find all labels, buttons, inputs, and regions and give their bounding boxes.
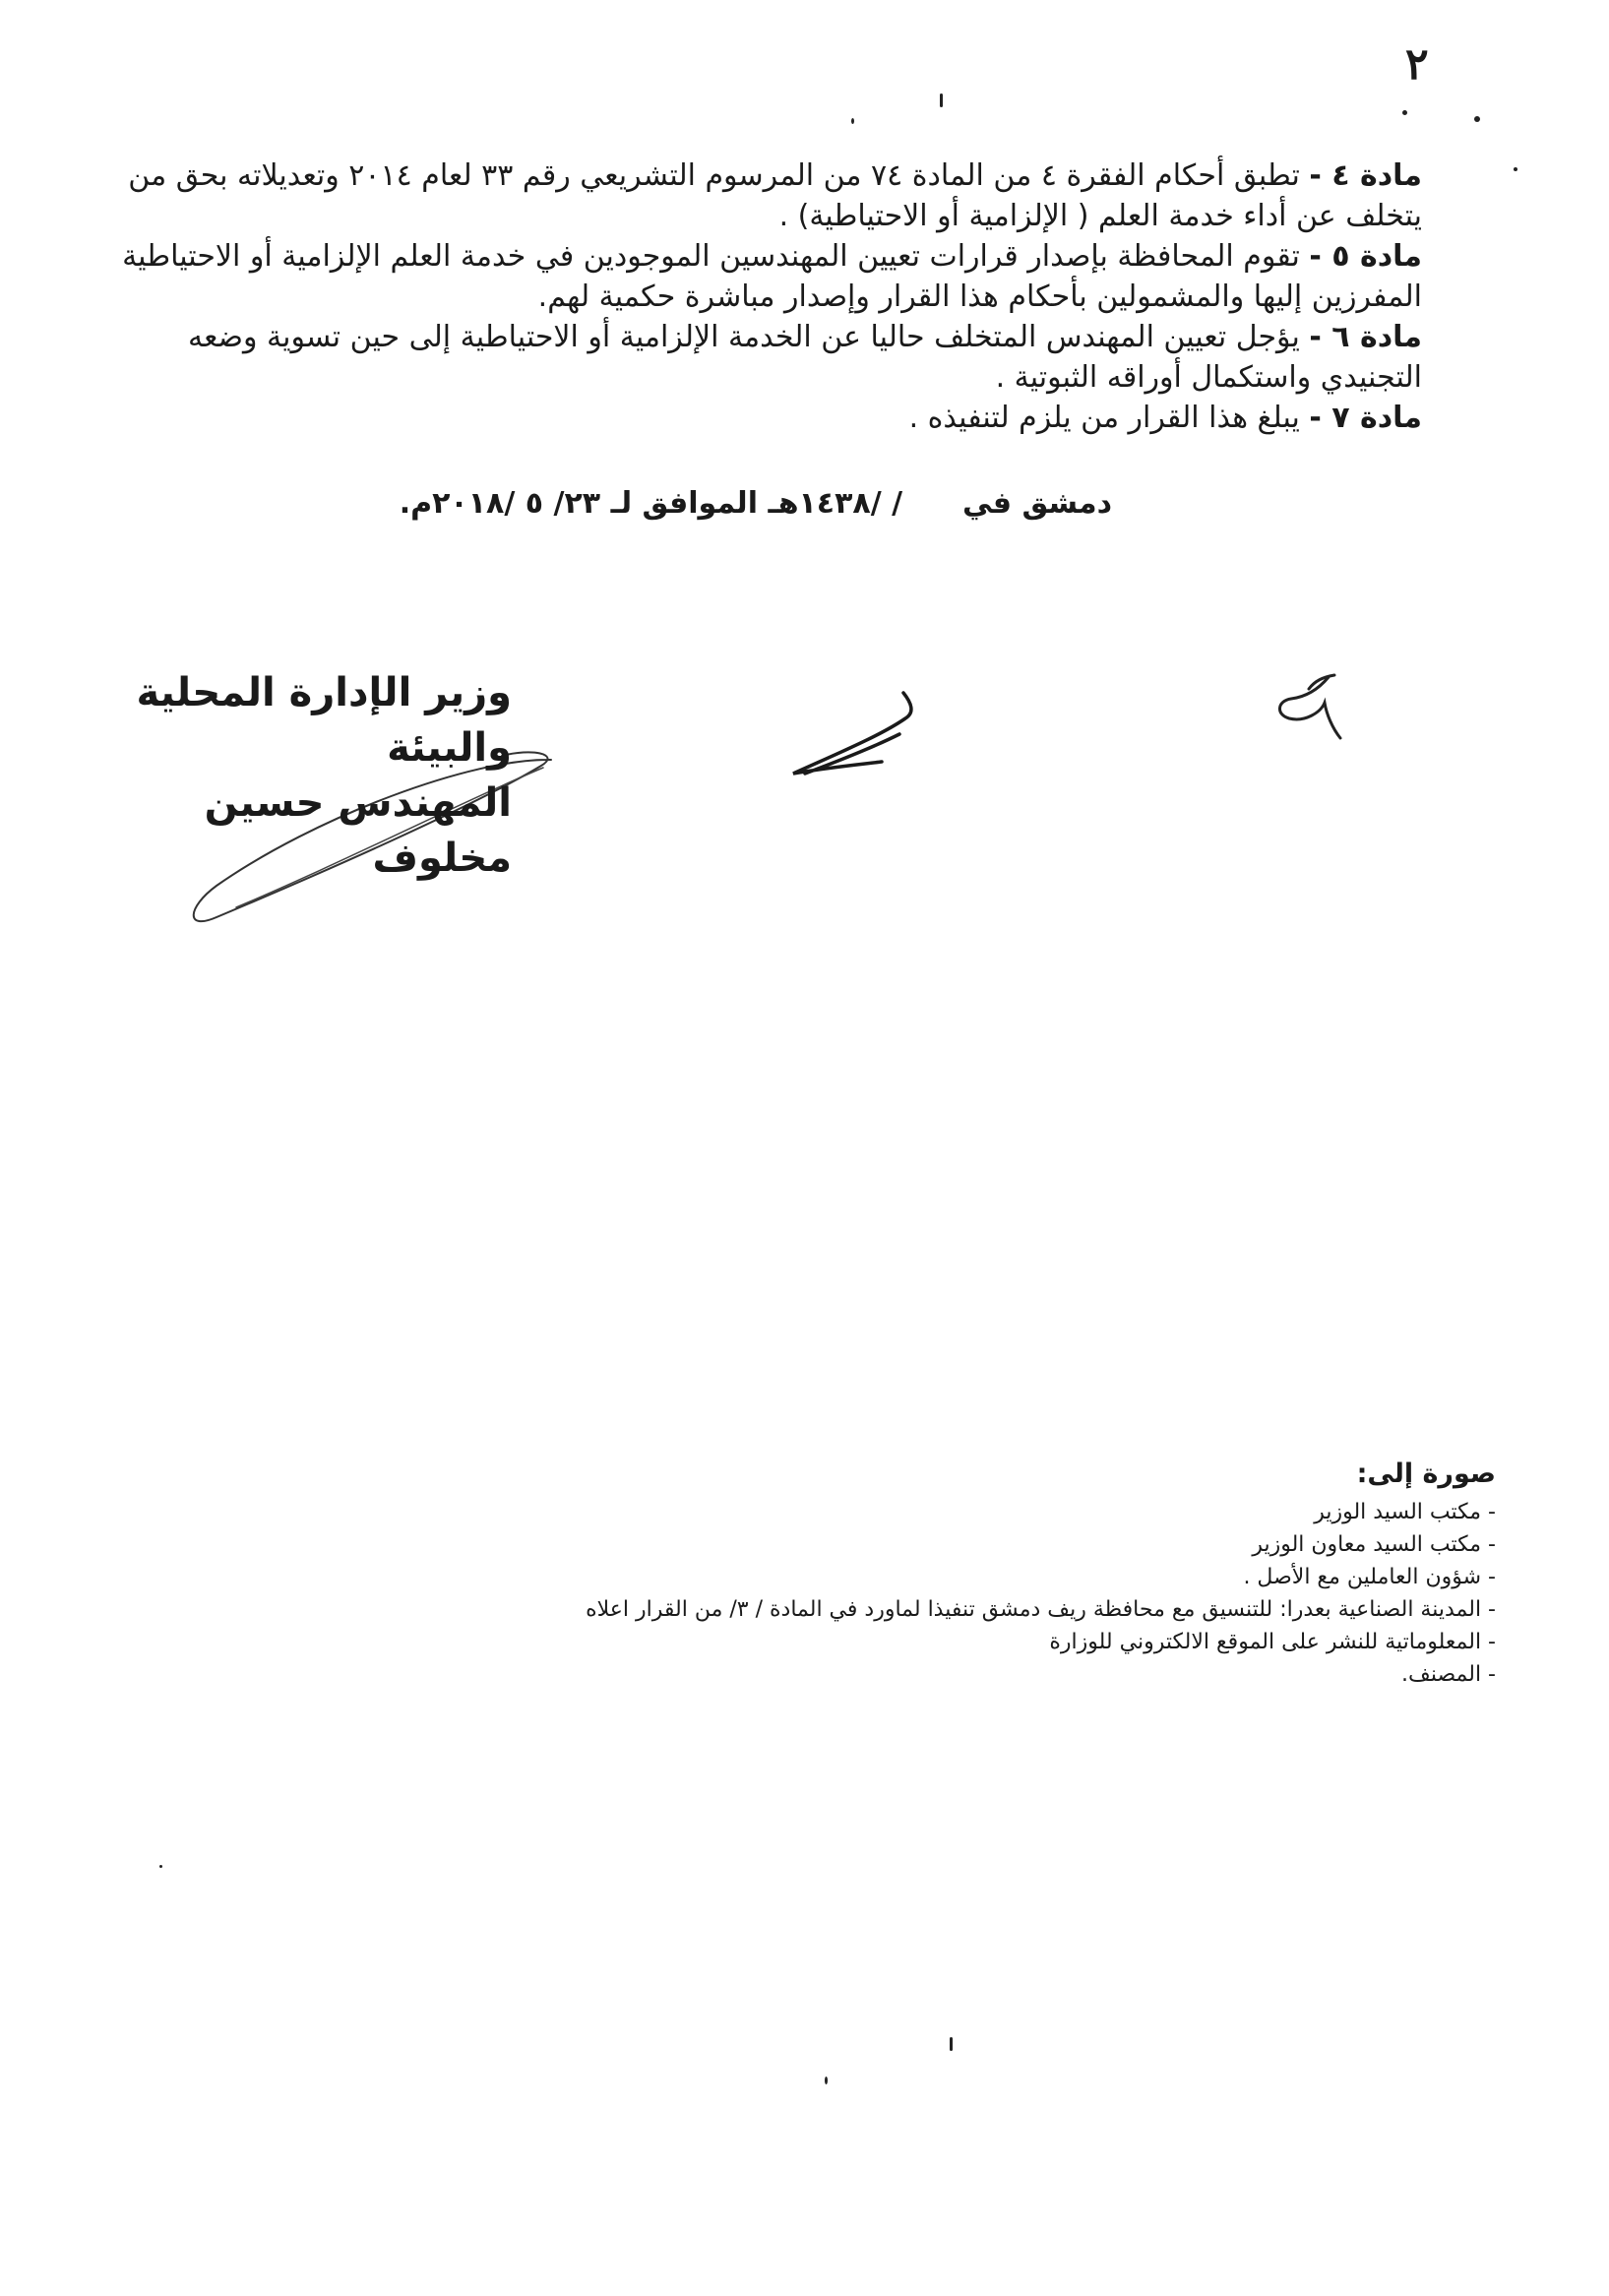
article-text: المفرزين إليها والمشمولين بأحكام هذا القرار وإصدار مباشرة حكمية لهم.: [537, 279, 1422, 314]
signature-block: [98, 665, 512, 886]
copy-recipient: - المدينة الصناعية بعدرا: للتنسيق مع محافظة ريف دمشق تنفيذا لماورد في المادة / ٣/ من القرار اعلاه: [586, 1597, 1496, 1622]
copy-recipient: - المعلوماتية للنشر على الموقع الالكتروني للوزارة: [1049, 1630, 1496, 1654]
date-gregorian: ٢٣/ ٥ /٢٠١٨م.: [399, 486, 601, 521]
decree-articles: [103, 155, 1422, 438]
copies-heading: صورة إلى:: [1356, 1458, 1496, 1489]
initials-mark: [1269, 669, 1358, 748]
article-6-line-2: [103, 357, 1422, 398]
article-label: مادة ٥ -: [1309, 239, 1422, 274]
article-text: يتخلف عن أداء خدمة العلم ( الإلزامية أو الاحتياطية) .: [778, 199, 1422, 233]
article-text: التجنيدي واستكمال أوراقه الثبوتية .: [995, 360, 1422, 395]
copy-recipient: - شؤون العاملين مع الأصل .: [1243, 1565, 1496, 1589]
article-label: مادة ٦ -: [1309, 320, 1422, 354]
date-gregorian-label: الموافق لـ: [610, 486, 758, 521]
article-text: يبلغ هذا القرار من يلزم لتنفيذه .: [908, 401, 1310, 435]
scan-speck: [1474, 116, 1480, 122]
scan-speck: [1402, 110, 1407, 115]
article-text: يؤجل تعيين المهندس المتخلف حاليا عن الخدمة الإلزامية أو الاحتياطية إلى حين تسوية وضعه: [187, 320, 1310, 354]
scan-speck: [851, 118, 854, 124]
scan-speck: [950, 2037, 953, 2051]
signatory-name: المهندس حسين مخلوف: [204, 780, 512, 881]
page-number: ٢: [1405, 39, 1429, 90]
article-4-line-2: [103, 196, 1422, 236]
signatory-title: وزير الإدارة المحلية والبيئة: [136, 670, 512, 771]
scan-speck: [1514, 167, 1517, 171]
article-text: تقوم المحافظة بإصدار قرارات تعيين المهندسين الموجودين في خدمة العلم الإلزامية أو الاحتياطية: [122, 239, 1310, 274]
copy-recipient: - مكتب السيد الوزير: [1314, 1500, 1496, 1524]
article-7-line-1: [103, 398, 1422, 438]
article-text: تطبق أحكام الفقرة ٤ من المادة ٧٤ من المرسوم التشريعي رقم ٣٣ لعام ٢٠١٤ وتعديلاته بحق من: [128, 158, 1310, 193]
article-6-line-1: [103, 317, 1422, 357]
signature-mark: [777, 679, 935, 787]
scan-speck: [940, 93, 943, 107]
article-label: مادة ٤ -: [1309, 158, 1422, 193]
copies-list: [551, 1453, 1496, 1691]
article-5-line-1: [103, 236, 1422, 277]
date-line: [399, 484, 1112, 524]
article-4-line-1: [103, 155, 1422, 196]
copy-recipient: - المصنف.: [1401, 1662, 1496, 1687]
scan-speck: [825, 2077, 828, 2084]
article-5-line-2: [103, 277, 1422, 317]
scan-speck: [159, 1865, 162, 1868]
article-label: مادة ٧ -: [1309, 401, 1422, 435]
copy-recipient: - مكتب السيد معاون الوزير: [1252, 1532, 1496, 1557]
date-hijri: / /١٤٣٨هـ: [768, 486, 903, 521]
date-place: دمشق في: [962, 486, 1112, 521]
